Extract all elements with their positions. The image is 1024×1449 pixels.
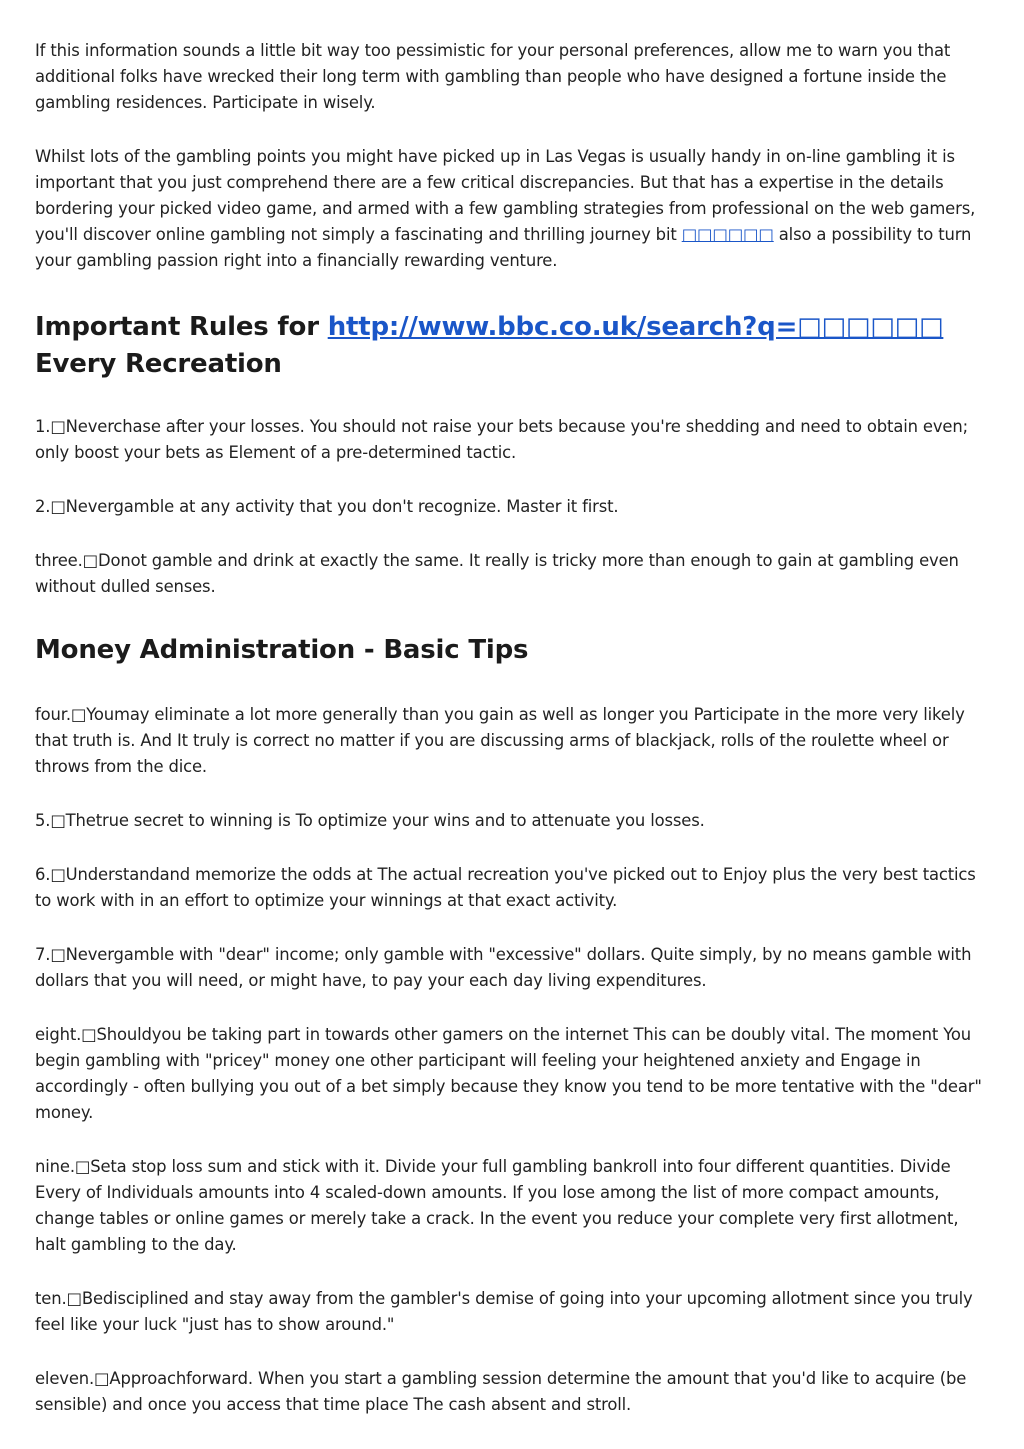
section-heading-money-administration: Money Administration - Basic Tips (35, 635, 529, 665)
rule-item: 2.□Nevergamble at any activity that you don't recognize. Master it first. (35, 497, 619, 516)
tip-item: ten.□Bedisciplined and stay away from the gambler's demise of going into your upcoming allotment since you truly feel like your luck "just has to show around." (35, 1289, 973, 1334)
section-heading-important-rules (35, 309, 993, 383)
document-page (35, 38, 993, 1418)
tip-item: eight.□Shouldyou be taking part in towards other gamers on the internet This can be doubly vital. The moment You begin gambling with "pricey" money one other participant will feeling your heightened anxiety and Engage in accordingly - often bullying you out of a bet simply because they know you tend to be more tentative with the "dear" money. (35, 1025, 982, 1122)
tip-item: 7.□Nevergamble with "dear" income; only gamble with "excessive" dollars. Quite simply, by no means gamble with dollars that you will need, or might have, to pay your each day living expenditures. (35, 945, 972, 990)
tip-item: eleven.□Approachforward. When you start a gambling session determine the amount that you'd like to acquire (be sensible) and once you access that time place The cash absent and stroll. (35, 1369, 967, 1414)
heading-link[interactable]: http://www.bbc.co.uk/search?q=□□□□□□ (327, 312, 944, 342)
tip-item: four.□Youmay eliminate a lot more generally than you gain as well as longer you Participate in the more very likely that truth is. And It truly is correct no matter if you are discussing arms of blackjack, rolls of the roulette wheel or throws from the dice. (35, 705, 965, 776)
heading-text-end: Every Recreation (35, 349, 282, 379)
inline-link[interactable]: □□□□□□ (681, 225, 774, 244)
rule-item: 1.□Neverchase after your losses. You should not raise your bets because you're shedding and need to obtain even; only boost your bets as Element of a pre-determined tactic. (35, 417, 968, 462)
tip-item: 5.□Thetrue secret to winning is To optimize your wins and to attenuate you losses. (35, 811, 705, 830)
heading-text-start: Important Rules for (35, 312, 328, 342)
intro-paragraph-2-text-end: also a possibility to turn your gambling passion right into a financially rewarding venture. (35, 225, 972, 270)
tip-item: 6.□Understandand memorize the odds at The actual recreation you've picked out to Enjoy plus the very best tactics to work with in an effort to optimize your winnings at that exact activity. (35, 865, 976, 910)
rule-item: three.□Donot gamble and drink at exactly the same. It really is tricky more than enough to gain at gambling even without dulled senses. (35, 551, 959, 596)
intro-paragraph-2 (35, 144, 993, 274)
intro-paragraph-2-text-start: Whilst lots of the gambling points you might have picked up in Las Vegas is usually handy in on-line gambling it is important that you just comprehend there are a few critical discrepancies. But that has a expertise in the details bordering your picked video game, and armed with a few gambling strategies from professional on the web gamers, you'll discover online gambling not simply a fascinating and thrilling journey bit (35, 147, 976, 244)
intro-paragraph-1: If this information sounds a little bit way too pessimistic for your personal preferences, allow me to warn you that additional folks have wrecked their long term with gambling than people who have designed a fortune inside the gambling residences. Participate in wisely. (35, 41, 951, 112)
tip-item: nine.□Seta stop loss sum and stick with it. Divide your full gambling bankroll into four different quantities. Divide Every of Individuals amounts into 4 scaled-down amounts. If you lose among the list of more compact amounts, change tables or online games or merely take a crack. In the event you reduce your complete very first allotment, halt gambling to the day. (35, 1157, 959, 1254)
